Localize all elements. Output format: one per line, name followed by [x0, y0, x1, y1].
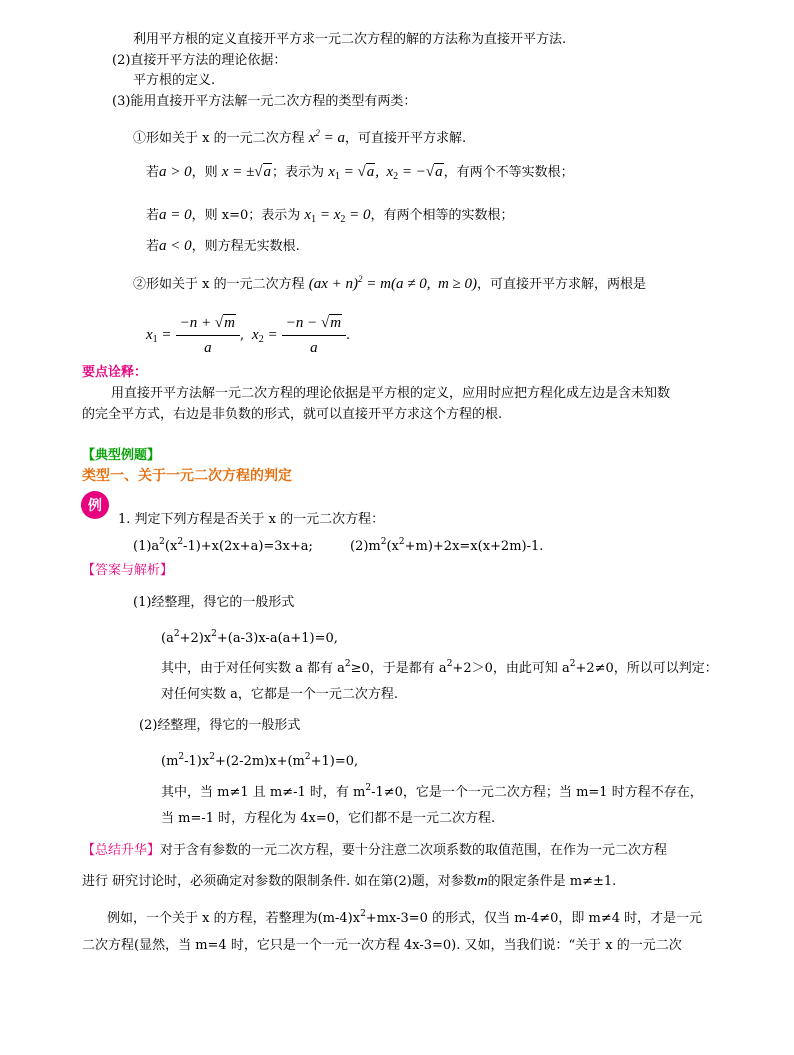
type-one-heading: 类型一、关于一元二次方程的判定	[82, 468, 292, 484]
solution-2-conclusion: 当 m=-1 时，方程化为 4x=0，它们都不是一元二次方程.	[161, 811, 496, 826]
key-points-line-1: 用直接开平方法解一元二次方程的理论依据是平方根的定义，应用时应把方程化成左边是含未知数	[111, 386, 671, 401]
case-negative-tail: ，则方程无实数根.	[191, 239, 300, 254]
type-two-line	[133, 270, 646, 294]
solution-2-equation: $(m^2-1)x^2+(2-2m)x+(m^2+1)=0$,	[161, 752, 359, 769]
q1b-part: +m)+2x=x(x+2m)-1.	[404, 539, 544, 554]
question-1b: $(2)m^2(x^2+m)+2x=x(x+2m)-1$.	[350, 537, 544, 554]
paragraph-line-2: 二次方程(显然，当 m=4 时，它只是一个一元一次方程 4x-3=0). 又如，当我们说：“关于 x 的一元二次	[82, 938, 682, 953]
roots-x1-x2: $x_1 = √a$, $x_2 = -√a$	[328, 164, 443, 182]
solution-2-intro: (2)经整理，得它的一般形式	[139, 718, 301, 733]
root-pm-sqrt-a: x = ±√a	[221, 164, 272, 180]
intro-line-2: (2)直接开平方法的理论依据：	[112, 53, 287, 68]
case-positive-tail: ，有两个不等实数根；	[443, 165, 574, 180]
solution-1-reason: 其中，由于对任何实数 a 都有 $a^2\ge 0$，于是都有 $a^2+2>0$，由此可知 $a^2+2\ne 0$，所以可以判定：	[161, 659, 718, 676]
cond-a-gt-0: a > 0	[159, 164, 192, 180]
q1a-part: -1)+x(2x+a)=3x+a;	[183, 539, 313, 554]
case-label: 若	[146, 208, 160, 223]
s1eq-part: +2)x	[179, 631, 212, 646]
s2eq-part: +(2-2m)x+(m	[214, 754, 305, 769]
type-two-text: ②形如关于 x 的一元二次方程	[133, 277, 305, 292]
summary-text-1: 对于含有参数的一元二次方程，要十分注意二次项系数的取值范围，在作为一元二次方程	[160, 843, 668, 858]
key-points-label: 要点诠释：	[82, 365, 148, 380]
case-negative-line	[146, 237, 300, 256]
s2r-part: -1≠0，它是一个一元二次方程；当 m=1 时方程不存在，	[371, 785, 703, 800]
case-zero-tail: ，有两个相等的实数根；	[370, 208, 514, 223]
s1r-part: +2≠0，所以可以判定：	[575, 661, 718, 676]
intro-line-1: 利用平方根的定义直接开平方求一元二次方程的解的方法称为直接开平方法.	[133, 32, 567, 47]
q1a-part: (1)a	[133, 539, 160, 554]
equation-x2-eq-a: $x^2 = a$	[308, 128, 346, 146]
s2r-part: 其中，当 m≠1 且 m≠-1 时，有 m	[161, 785, 366, 800]
key-points-line-2: 的完全平方式，右边是非负数的形式，就可以直接开平方求这个方程的根.	[82, 407, 503, 422]
s1eq-part: +(a-3)x-a(a+1)=0,	[216, 631, 338, 646]
question-1: 1. 判定下列方程是否关于 x 的一元二次方程：	[118, 512, 385, 527]
paragraph-line-1: 例如，一个关于 x 的方程，若整理为$(m-4)x^2+mx-3=0$ 的形式，仅当 m-4≠0，即 m≠4 时，才是一元	[107, 909, 703, 926]
root2-fraction: $\frac{-n - √m}{a}$	[282, 312, 346, 359]
roots-formula: $x_1$ = $\frac{-n + √m}{a}$ , $x_2$ = $\frac{-n - √m}{a}$ .	[146, 312, 350, 359]
s1r-part: +2＞0，由此可知 a	[452, 661, 570, 676]
case-label: 若	[146, 239, 160, 254]
p1-part: +mx-3=0 的形式，仅当 m-4≠0，即 m≠4 时，才是一元	[365, 911, 703, 926]
s1r-part: 其中，由于对任何实数 a 都有 a	[161, 661, 345, 676]
s2eq-part: (m	[161, 754, 179, 769]
example-badge-text: 例	[88, 498, 102, 514]
case-positive-line	[146, 163, 574, 186]
solution-1-conclusion: 对任何实数 a，它都是一个一元二次方程.	[161, 687, 399, 702]
cond-a-eq-0: a = 0	[159, 207, 192, 223]
type-one-line	[133, 124, 466, 148]
cond-a-lt-0: a < 0	[159, 238, 192, 254]
type-one-text: ①形如关于 x 的一元二次方程	[133, 131, 305, 146]
q1b-part: (x	[386, 539, 399, 554]
intro-line-3: 平方根的定义.	[133, 73, 216, 88]
solution-1-equation: $(a^2+2)x^2+(a-3)x-a(a+1)=0$,	[161, 629, 338, 646]
summary-label: 【总结升华】	[82, 843, 161, 858]
s1r-part: ≥0，于是都有 a	[350, 661, 447, 676]
solution-1-intro: (1)经整理，得它的一般形式	[133, 595, 295, 610]
case-zero-mid: ，则 x=0；表示为	[191, 208, 301, 223]
summary-text-2a: 进行 研究讨论时，必须确定对参数的限制条件. 如在第(2)题，对参数	[82, 874, 477, 889]
answer-label: 【答案与解析】	[82, 563, 174, 578]
s2eq-part: -1)x	[184, 754, 210, 769]
type-two-tail: ，可直接开平方求解，两根是	[477, 277, 647, 292]
summary-line-2	[82, 872, 616, 891]
case-zero-line	[146, 206, 514, 229]
root1-fraction: $\frac{-n + √m}{a}$	[176, 312, 240, 359]
express-label: ；表示为	[272, 165, 325, 180]
param-m: m	[476, 873, 488, 889]
summary-line-1	[82, 842, 667, 860]
case-label: 若	[146, 165, 160, 180]
roots-equal: $x_1 = x_2 = 0$	[304, 207, 371, 225]
examples-header: 【典型例题】	[82, 448, 161, 463]
q1b-part: (2)m	[350, 539, 381, 554]
s1eq-part: (a	[161, 631, 174, 646]
summary-text-2b: 的限定条件是 m≠±1.	[487, 874, 617, 889]
question-1a: $(1)a^2(x^2-1)+x(2x+a)=3x+a$;	[133, 537, 313, 554]
intro-line-4: (3)能用直接开平方法解一元二次方程的类型有两类：	[112, 94, 417, 109]
solution-2-reason: 其中，当 m≠1 且 m≠-1 时，有 $m^2-1\ne 0$，它是一个一元二次方程；当 m=1 时方程不存在，	[161, 783, 703, 800]
then-label: ，则	[191, 165, 218, 180]
type-one-tail: ，可直接开平方求解.	[345, 131, 467, 146]
q1a-part: (x	[164, 539, 178, 554]
p1-part: 例如，一个关于 x 的方程，若整理为(m-4)x	[107, 911, 361, 926]
example-badge-icon	[80, 490, 110, 520]
s2eq-part: +1)=0,	[310, 754, 359, 769]
equation-ax-plus-n: (ax + n)$^2$ = m(a ≠ 0, m ≥ 0)	[308, 274, 478, 292]
